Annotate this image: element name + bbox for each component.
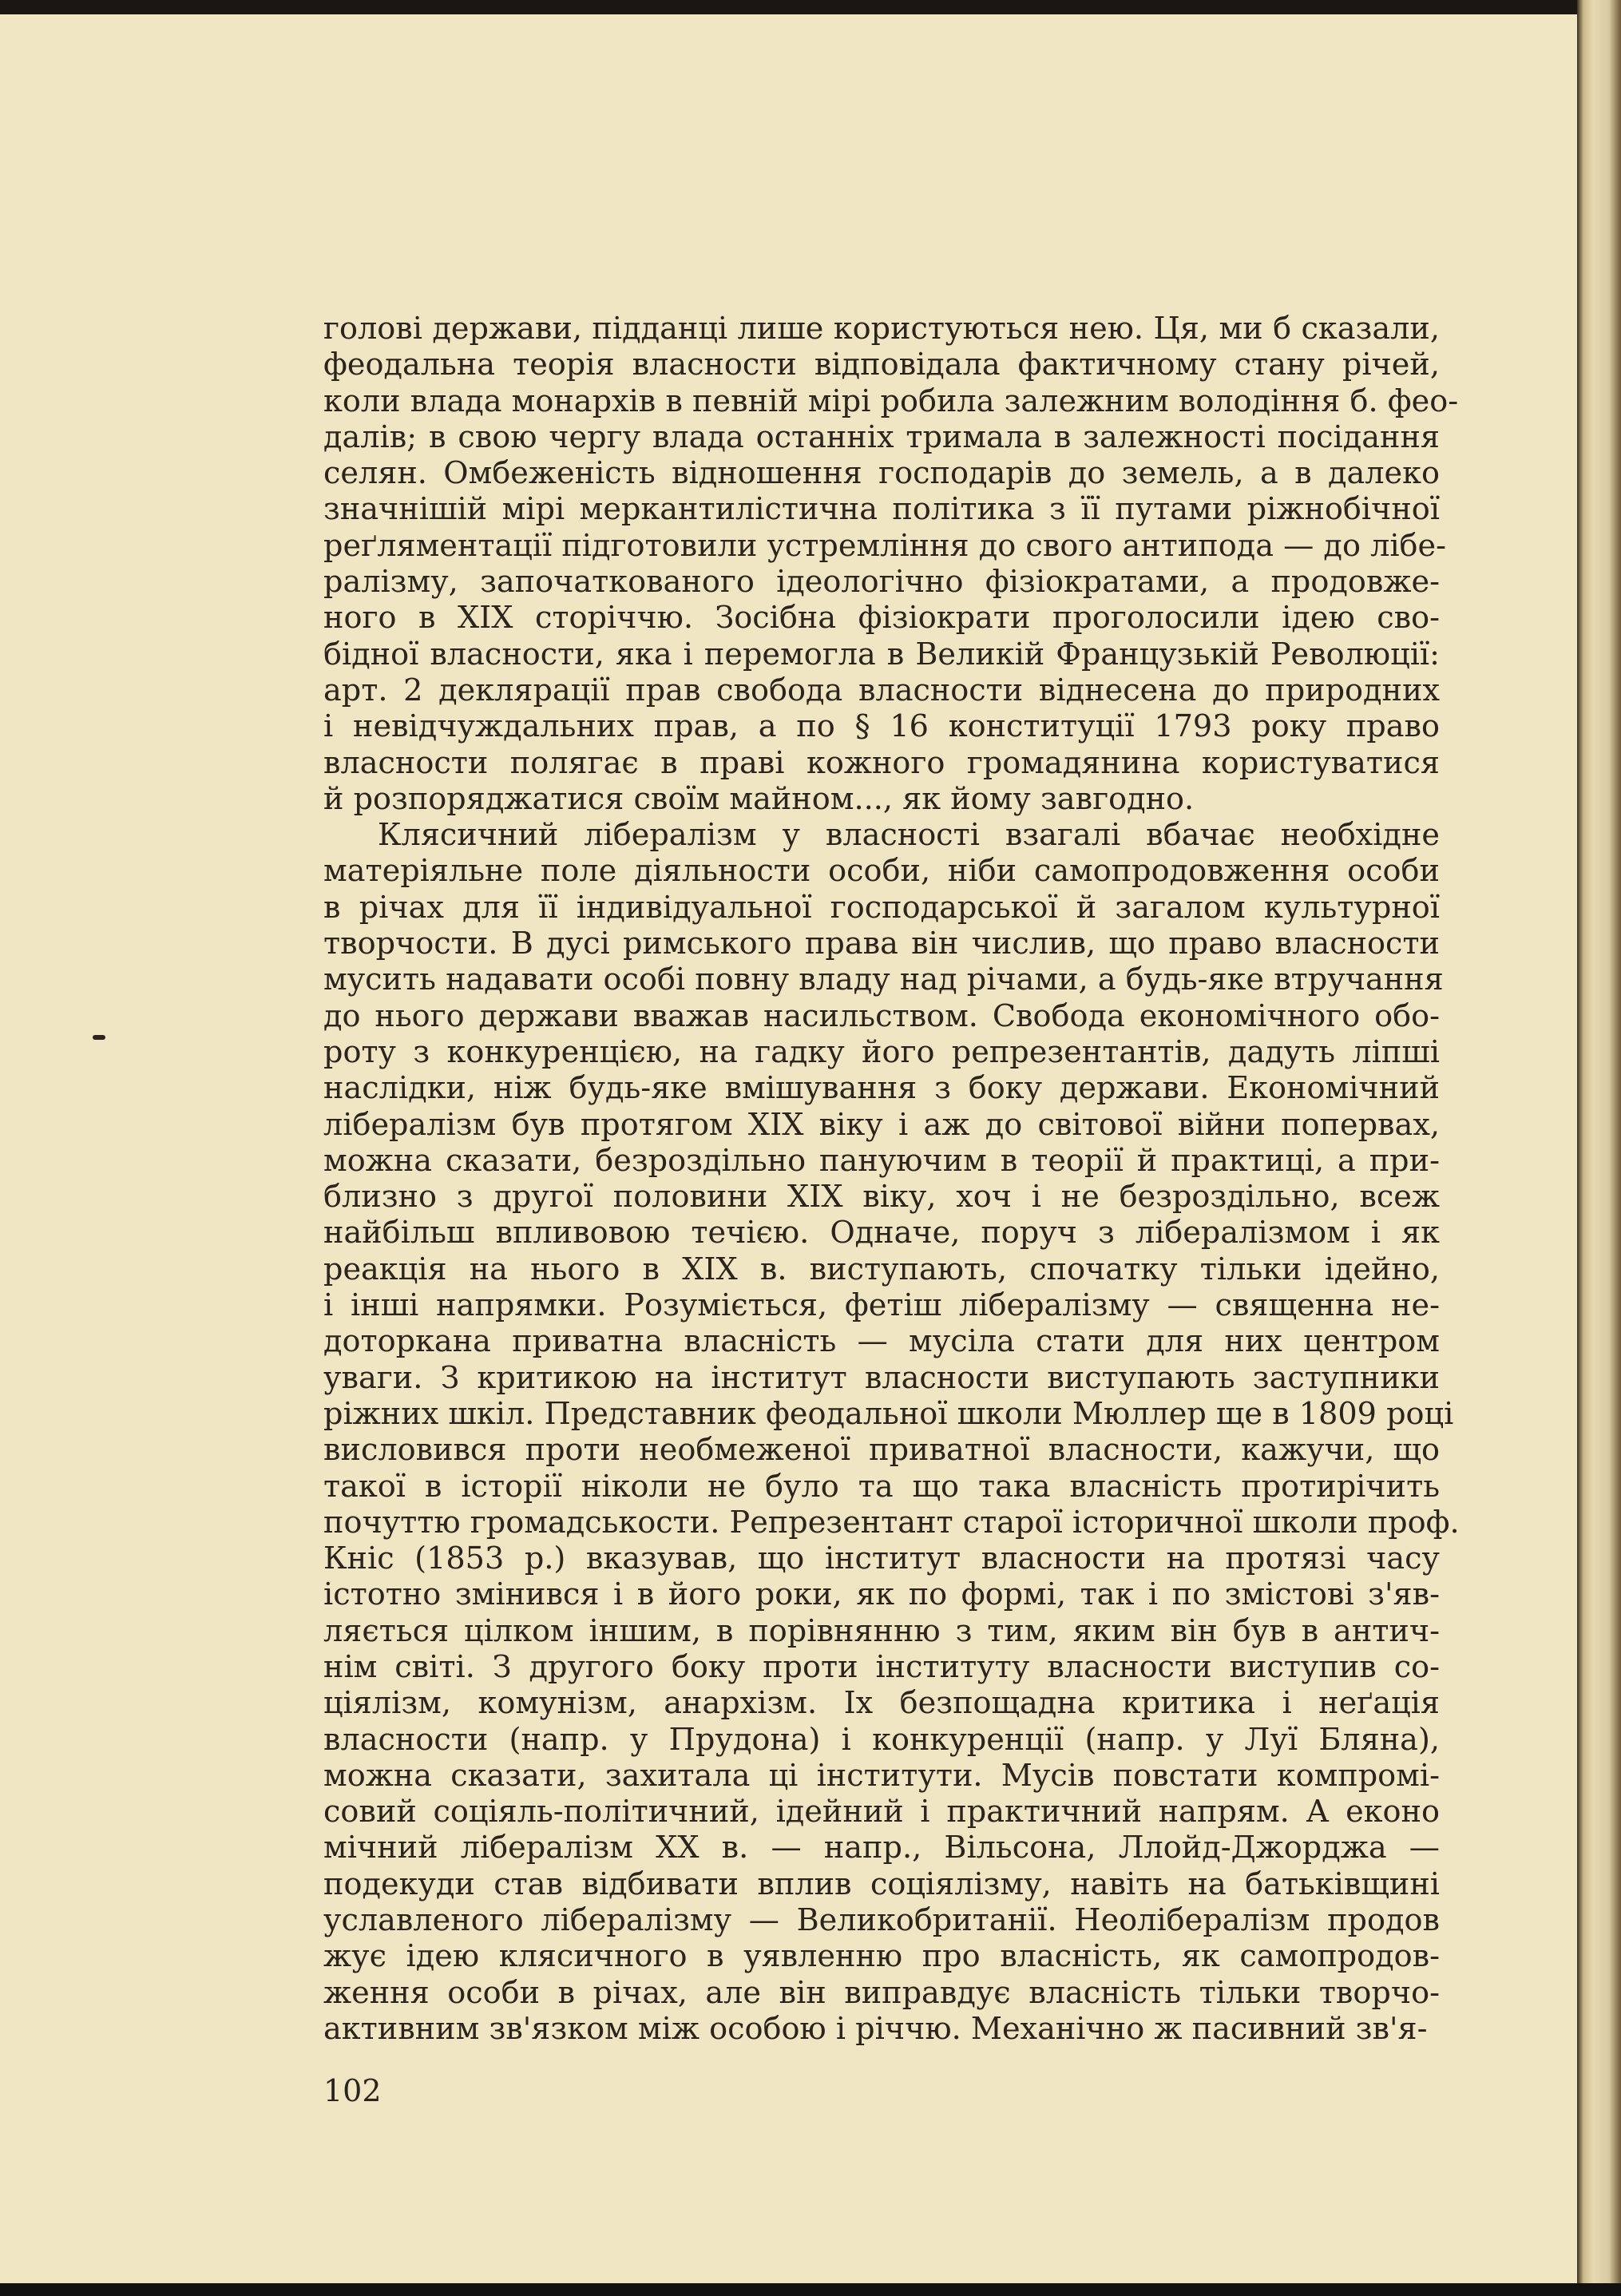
text-line: уваги. З критикою на інститут власности виступають заступники [323,1360,1440,1396]
text-line: і інші напрямки. Розуміється, фетіш лібералізму — священна не- [323,1288,1440,1324]
text-line: доторкана приватна власність — мусіла стати для них центром [323,1324,1440,1360]
text-line: феодальна теорія власности відповідала фактичному стану річей, [323,347,1440,383]
text-line: наслідки, ніж будь-яке вмішування з боку держави. Економічний [323,1071,1440,1107]
text-line: можна сказати, безроздільно пануючим в теорії й практиці, а при- [323,1143,1440,1179]
paragraph-2 [323,818,1460,2048]
text-line: мусить надавати особі повну владу над річами, а будь-яке втручання [323,962,1444,998]
text-line: ралізму, започаткованого ідеологічно фізіократами, а продовже- [323,565,1440,601]
text-line: творчости. В дусі римського права він числив, що право власности [323,926,1440,962]
text-line: активним зв'язком між особою і річчю. Механічно ж пасивний зв'я- [323,2011,1428,2047]
text-line: Кніс (1853 р.) вказував, що інститут власности на протязі часу [323,1541,1440,1577]
text-line: арт. 2 деклярації прав свобода власности віднесена до природних [323,672,1440,708]
text-line: такої в історії ніколи не було та що така власність протирічить [323,1469,1440,1505]
page-spine-edge [1577,0,1621,2296]
text-line: уславленого лібералізму — Великобританії. Неолібералізм продов [323,1903,1440,1939]
text-line: висловився проти необмеженої приватної власности, кажучи, що [323,1433,1440,1469]
text-line: жує ідею клясичного в уявленню про власність, як самопродов- [323,1939,1440,1975]
page-number: 102 [323,2073,382,2108]
text-line: матеріяльне поле діяльности особи, ніби самопродовження особи [323,854,1440,890]
paragraph-1 [323,311,1459,818]
text-line: роту з конкуренцією, на гадку його репрезентантів, дадуть ліпші [323,1034,1440,1070]
text-line: мічний лібералізм XX в. — напр., Вільсона, Ллойд-Джорджа — [323,1830,1440,1866]
text-line: найбільш впливовою течією. Одначе, поруч з лібералізмом і як [323,1215,1440,1251]
text-line: ного в XIX сторіччю. Зосібна фізіократи проголосили ідею сво- [323,601,1440,636]
text-line: голові держави, підданці лише користуються нею. Ця, ми б сказали, [323,311,1440,347]
text-line: істотно змінився і в його роки, як по формі, так і по змістові з'яв- [323,1577,1440,1613]
text-line: власности (напр. у Прудона) і конкуренції (напр. у Луї Бляна), [323,1722,1440,1758]
text-line: подекуди став відбивати вплив соціялізму, навіть на батьківщині [323,1866,1440,1902]
text-line: селян. Омбеженість відношення господарів до земель, а в далеко [323,456,1440,492]
text-line: бідної власности, яка і перемогла в Великій Французькій Революції: [323,636,1440,672]
scan-bottom-border [0,2283,1621,2296]
body-text [323,311,1460,2048]
text-line: нім світі. З другого боку проти інституту власности виступив со- [323,1649,1440,1685]
text-line: значнішій мірі меркантилістична політика з її путами ріжнобічної [323,492,1440,528]
text-line: ріжних шкіл. Представник феодальної школи Мюллер ще в 1809 році [323,1396,1454,1432]
text-line: лібералізм був протягом XIX віку і аж до світової війни поперваx, [323,1107,1440,1143]
margin-mark [93,1035,105,1040]
text-line: й розпоряджатися своїм майном..., як йому завгодно. [323,781,1195,817]
text-line: близно з другої половини XIX віку, хоч і не безроздільно, всеж [323,1180,1440,1215]
text-line: почуттю громадськости. Репрезентант старої історичної школи проф. [323,1505,1460,1541]
text-line: власности полягає в праві кожного громадянина користуватися [323,745,1440,781]
text-line: ження особи в річах, але він виправдує власність тільки творчо- [323,1975,1440,2011]
text-line: ляється цілком іншим, в порівнянню з тим, яким він був в антич- [323,1613,1440,1649]
text-line: реґляментації підготовили устремління до свого антипода — до лібе- [323,528,1447,564]
text-line: коли влада монархів в певній мірі робила залежним володіння б. фео- [323,383,1459,419]
text-line: ціялізм, комунізм, анархізм. Іх безпощадна критика і неґація [323,1686,1440,1722]
text-line: реакція на нього в XIX в. виступають, спочатку тільки ідейно, [323,1251,1440,1287]
text-line: совий соціяль-політичний, ідейний і практичний напрям. А еконо [323,1794,1440,1830]
text-line: можна сказати, захитала ці інститути. Мусів повстати компромі- [323,1758,1440,1794]
text-line: далів; в свою чергу влада останніх тримала в залежності посідання [323,419,1440,455]
text-line: Клясичний лібералізм у власності взагалі вбачає необхідне [378,818,1440,854]
text-line: і невідчуждальних прав, а по § 16 конституції 1793 року право [323,709,1440,745]
text-line: в річах для її індивідуальної господарської й загалом культурної [323,890,1440,926]
book-page [0,14,1577,2284]
text-line: до нього держави вважав насильством. Свобода економічного обо- [323,998,1440,1034]
